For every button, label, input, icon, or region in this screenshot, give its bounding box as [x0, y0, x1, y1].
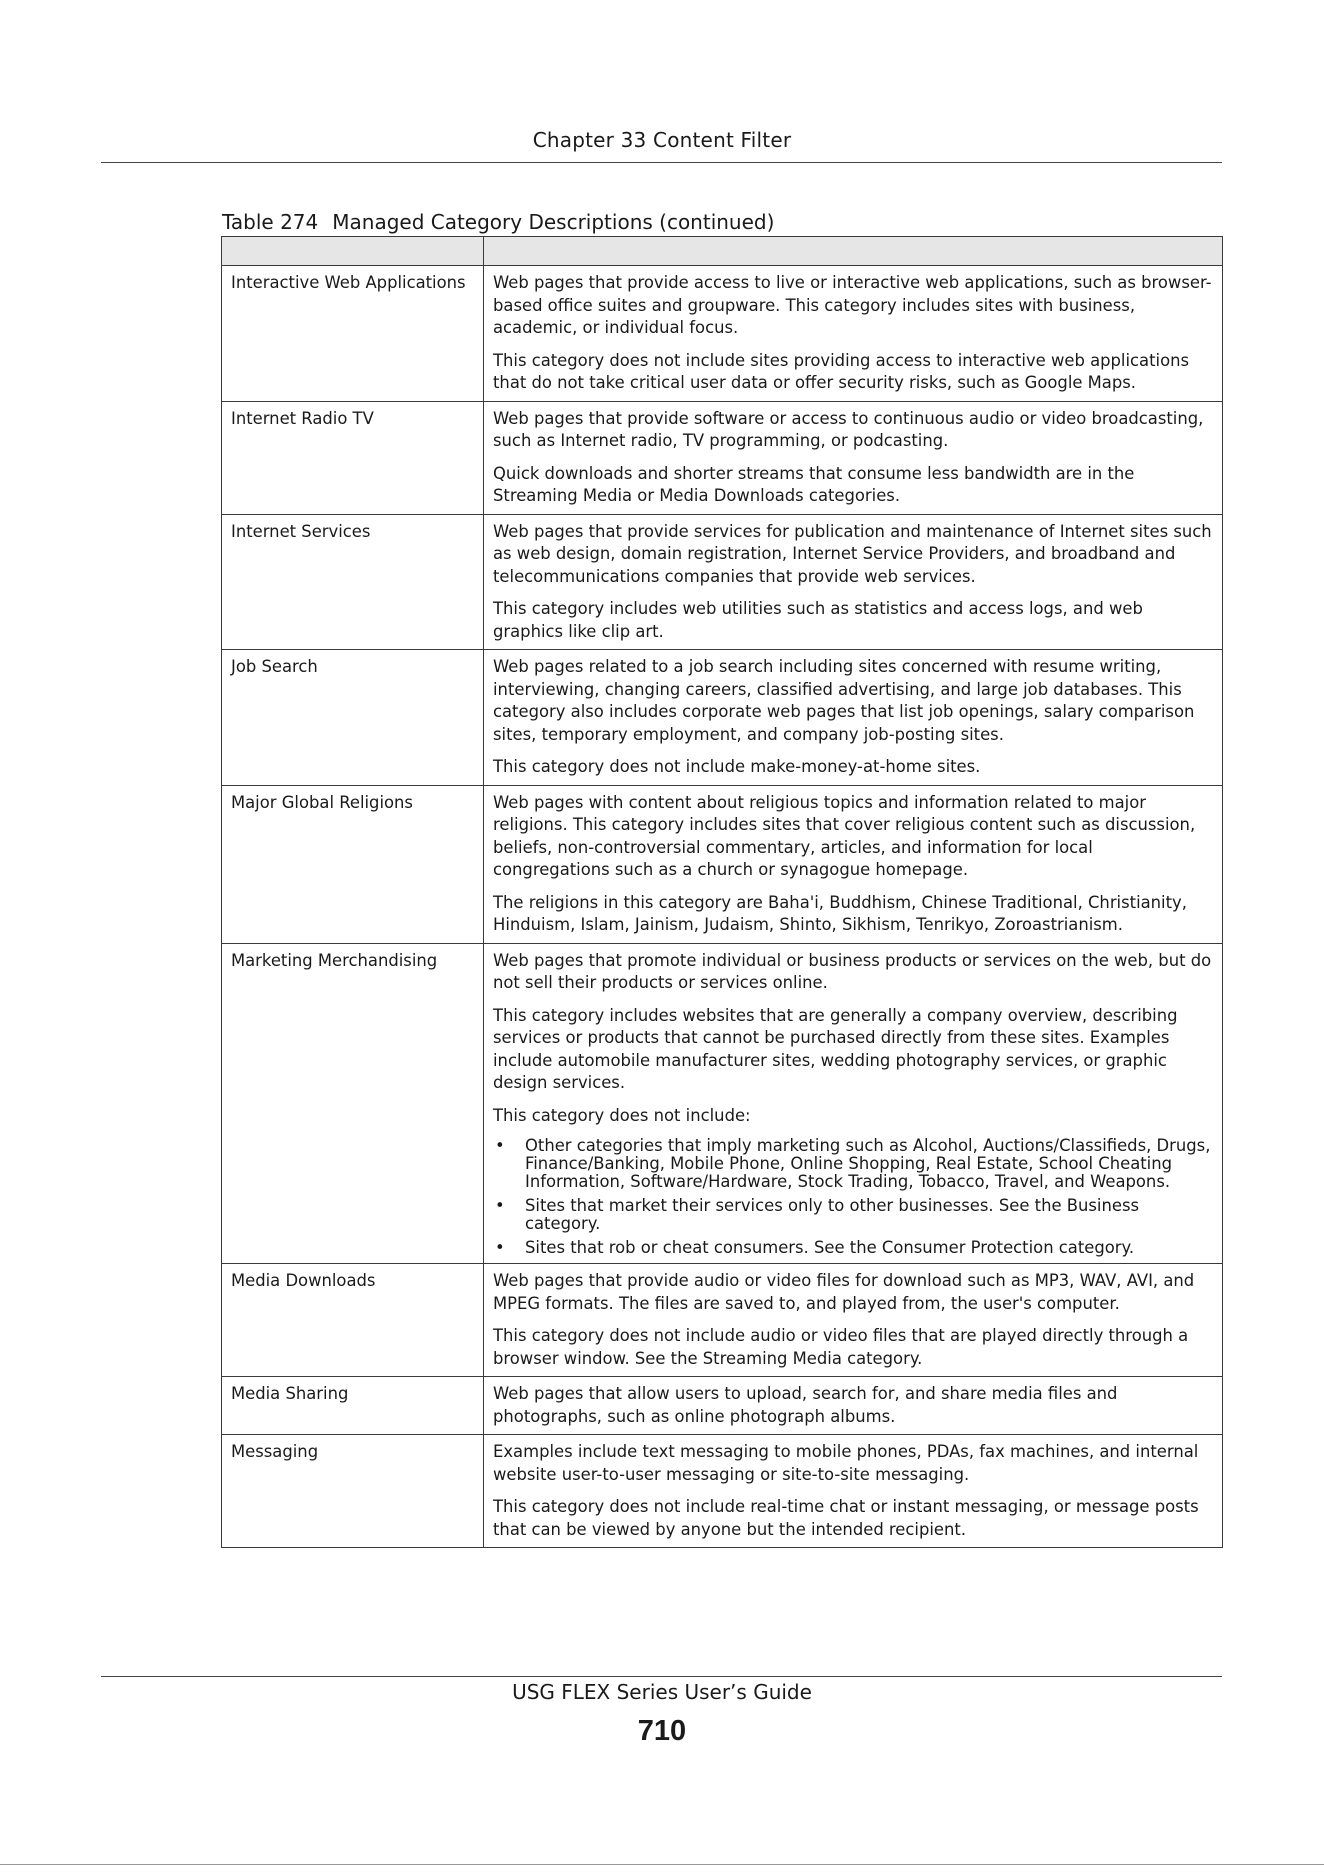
bullet-icon: • [495, 1136, 505, 1155]
category-name: Interactive Web Applications [222, 266, 484, 402]
exclusion-text: Other categories that imply marketing such as Alcohol, Auctions/Classifieds, Drugs, Finance/Banking, Mobile Phone, Online Shopping, Real Estate, School Cheating Information, Software/Hardware, Stock Trading, Tobacco, Travel, and Weapons. [525, 1136, 1211, 1191]
category-description [484, 514, 1223, 650]
description-paragraph: This category does not include audio or video files that are played directly through a browser window. See the Streaming Media category. [493, 1326, 1189, 1368]
category-name: Job Search [222, 650, 484, 786]
category-description [484, 1377, 1223, 1435]
category-description [484, 1264, 1223, 1377]
description-paragraph: Web pages related to a job search including sites concerned with resume writing, interviewing, changing careers, classified advertising, and large job databases. This category also includes corporate web pages that list job openings, salary comparison sites, temporary employment, and company job-posting sites. [493, 657, 1195, 744]
category-name: Internet Services [222, 514, 484, 650]
description-paragraph: Web pages that allow users to upload, search for, and share media files and photographs, such as online photograph albums. [493, 1384, 1118, 1426]
table-caption-number: Table 274 [222, 210, 319, 234]
description-paragraph: This category does not include sites providing access to interactive web applications that do not take critical user data or offer security risks, such as Google Maps. [493, 350, 1190, 392]
header-divider [101, 162, 1222, 163]
description-paragraph: Web pages with content about religious topics and information related to major religions. This category includes sites that cover religious content such as discussion, beliefs, non-controversial commentary, articles, and information for local congregations such as a church or synagogue homepage. [493, 792, 1196, 879]
category-name: Major Global Religions [222, 785, 484, 943]
description-paragraph: The religions in this category are Baha'i, Buddhism, Chinese Traditional, Christianity, Hinduism, Islam, Jainism, Judaism, Shinto, Sikhism, Tenrikyo, Zoroastrianism. [493, 892, 1187, 934]
table-row [222, 650, 1223, 786]
description-paragraph: This category does not include real-time chat or instant messaging, or message posts that can be viewed by anyone but the intended recipient. [493, 1497, 1199, 1539]
category-name: Internet Radio TV [222, 401, 484, 514]
chapter-title: Chapter 33 Content Filter [532, 128, 792, 152]
description-paragraph: Web pages that provide services for publication and maintenance of Internet sites such as web design, domain registration, Internet Service Providers, and broadband and telecommunications companies that provide web services. [493, 521, 1212, 586]
description-paragraph: Web pages that provide software or access to continuous audio or video broadcasting, such as Internet radio, TV programming, or podcasting. [493, 408, 1204, 450]
category-description [484, 785, 1223, 943]
guide-title: USG FLEX Series User’s Guide [512, 1680, 812, 1704]
description-paragraph: Quick downloads and shorter streams that consume less bandwidth are in the Streaming Media or Media Downloads categories. [493, 463, 1135, 505]
description-paragraph: This category includes websites that are generally a company overview, describing services or products that cannot be purchased directly from these sites. Examples include automobile manufacturer sites, wedding photography services, or graphic design services. [493, 1005, 1178, 1092]
description-paragraph: Web pages that promote individual or business products or services on the web, but do not sell their products or services online. [493, 950, 1212, 992]
bullet-icon: • [495, 1238, 505, 1257]
category-description [484, 943, 1223, 1264]
category-name: Marketing Merchandising [222, 943, 484, 1264]
category-description [484, 401, 1223, 514]
category-name: Messaging [222, 1435, 484, 1548]
category-description [484, 1435, 1223, 1548]
bullet-icon: • [495, 1196, 505, 1215]
table-row [222, 1264, 1223, 1377]
exclusion-text: Sites that rob or cheat consumers. See the Consumer Protection category. [525, 1238, 1135, 1257]
exclusion-list [493, 1137, 1213, 1257]
table-row [222, 514, 1223, 650]
table-header-cell-category [222, 237, 484, 266]
exclusion-text: Sites that market their services only to other businesses. See the Business category. [525, 1196, 1140, 1233]
page-number: 710 [637, 1715, 687, 1747]
table-header-cell-description [484, 237, 1223, 266]
exclusion-list-item [493, 1239, 1213, 1257]
exclusion-list-item [493, 1137, 1213, 1191]
table-caption-title: Managed Category Descriptions (continued) [332, 210, 775, 234]
description-paragraph: Web pages that provide audio or video files for download such as MP3, WAV, AVI, and MPEG formats. The files are saved to, and played from, the user's computer. [493, 1271, 1195, 1313]
table-row [222, 1377, 1223, 1435]
description-paragraph: This category does not include make-money-at-home sites. [493, 757, 981, 776]
category-description [484, 266, 1223, 402]
exclusion-list-item [493, 1197, 1213, 1233]
table-row [222, 401, 1223, 514]
description-paragraph: This category includes web utilities such as statistics and access logs, and web graphics like clip art. [493, 599, 1143, 641]
description-paragraph: This category does not include: [493, 1105, 751, 1125]
description-paragraph: Examples include text messaging to mobile phones, PDAs, fax machines, and internal website user-to-user messaging or site-to-site messaging. [493, 1442, 1199, 1484]
category-description-table [221, 236, 1223, 1548]
table-row [222, 266, 1223, 402]
category-name: Media Downloads [222, 1264, 484, 1377]
table-row [222, 1435, 1223, 1548]
table-row [222, 785, 1223, 943]
footer-divider [101, 1676, 1222, 1677]
description-paragraph: Web pages that provide access to live or interactive web applications, such as browser-based office suites and groupware. This category includes sites with business, academic, or individual focus. [493, 273, 1212, 337]
table-caption [222, 210, 774, 234]
page-bottom-edge [0, 1864, 1324, 1865]
category-name: Media Sharing [222, 1377, 484, 1435]
category-description [484, 650, 1223, 786]
table-row [222, 943, 1223, 1264]
table-header-row [222, 237, 1223, 266]
